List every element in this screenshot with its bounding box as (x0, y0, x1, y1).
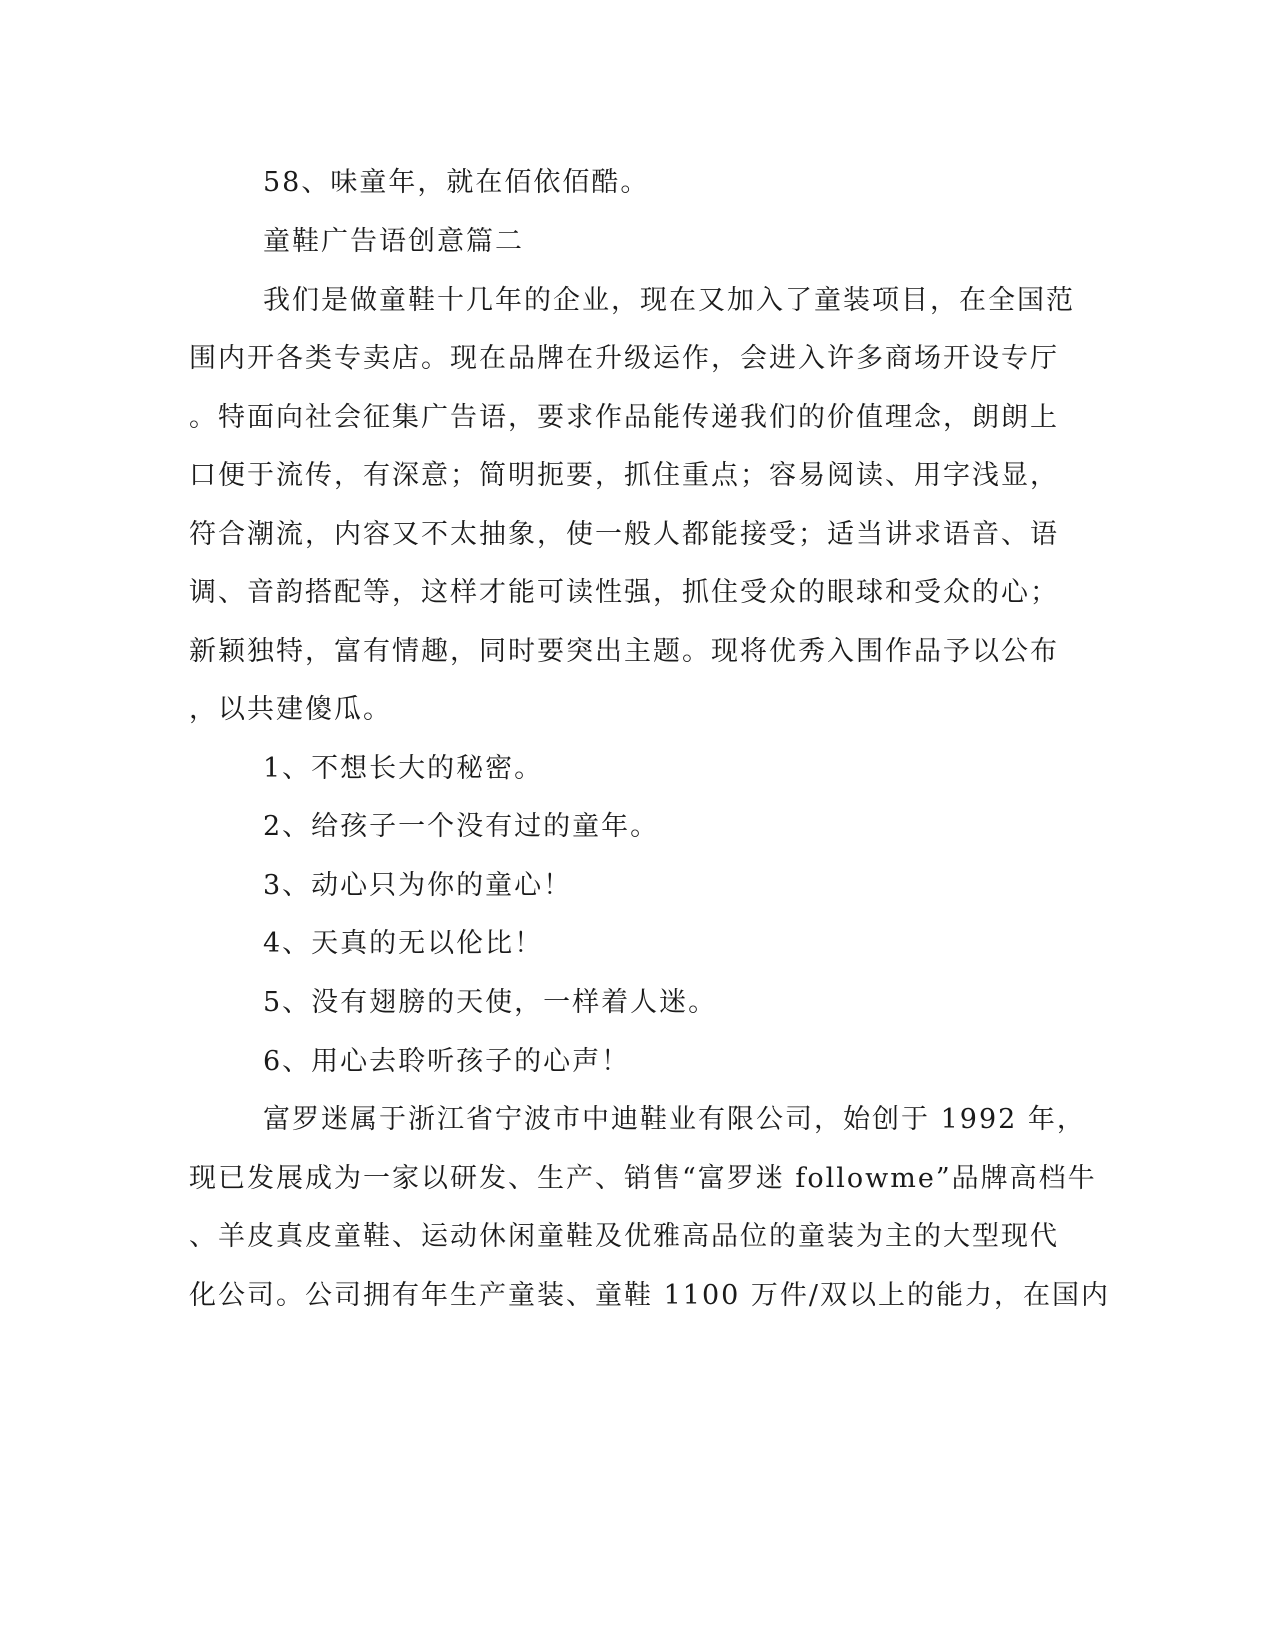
list-item: 6、用心去聆听孩子的心声！ (263, 1046, 631, 1077)
paragraph-line: 符合潮流，内容又不太抽象，使一般人都能接受；适当讲求语音、语 (189, 519, 1059, 550)
paragraph-line: 围内开各类专卖店。现在品牌在升级运作，会进入许多商场开设专厅 (189, 343, 1059, 374)
paragraph-line: 调、音韵搭配等，这样才能可读性强，抓住受众的眼球和受众的心； (189, 577, 1059, 608)
list-item-58: 58、味童年，就在佰依佰酷。 (263, 167, 650, 198)
paragraph-line: 、羊皮真皮童鞋、运动休闲童鞋及优雅高品位的童装为主的大型现代 (189, 1221, 1059, 1252)
list-item: 1、不想长大的秘密。 (263, 753, 544, 784)
paragraph-line: 化公司。公司拥有年生产童装、童鞋 1100 万件/双以上的能力，在国内 (189, 1280, 1110, 1311)
paragraph-line: 现已发展成为一家以研发、生产、销售“富罗迷 followme”品牌高档牛 (189, 1163, 1097, 1194)
paragraph-line: 我们是做童鞋十几年的企业，现在又加入了童装项目，在全国范 (263, 285, 1075, 316)
list-item: 2、给孩子一个没有过的童年。 (263, 811, 660, 842)
list-item: 3、动心只为你的童心！ (263, 870, 573, 901)
paragraph-line: 新颖独特，富有情趣，同时要突出主题。现将优秀入围作品予以公布 (189, 636, 1059, 667)
list-item: 4、天真的无以伦比！ (263, 928, 544, 959)
paragraph-line: 富罗迷属于浙江省宁波市中迪鞋业有限公司，始创于 1992 年， (263, 1104, 1086, 1135)
paragraph-line: ，以共建傻瓜。 (189, 694, 392, 725)
paragraph-line: 。特面向社会征集广告语，要求作品能传递我们的价值理念，朗朗上 (189, 402, 1059, 433)
section-heading: 童鞋广告语创意篇二 (263, 226, 524, 257)
paragraph-line: 口便于流传，有深意；简明扼要，抓住重点；容易阅读、用字浅显， (189, 460, 1059, 491)
list-item: 5、没有翅膀的天使，一样着人迷。 (263, 987, 718, 1018)
